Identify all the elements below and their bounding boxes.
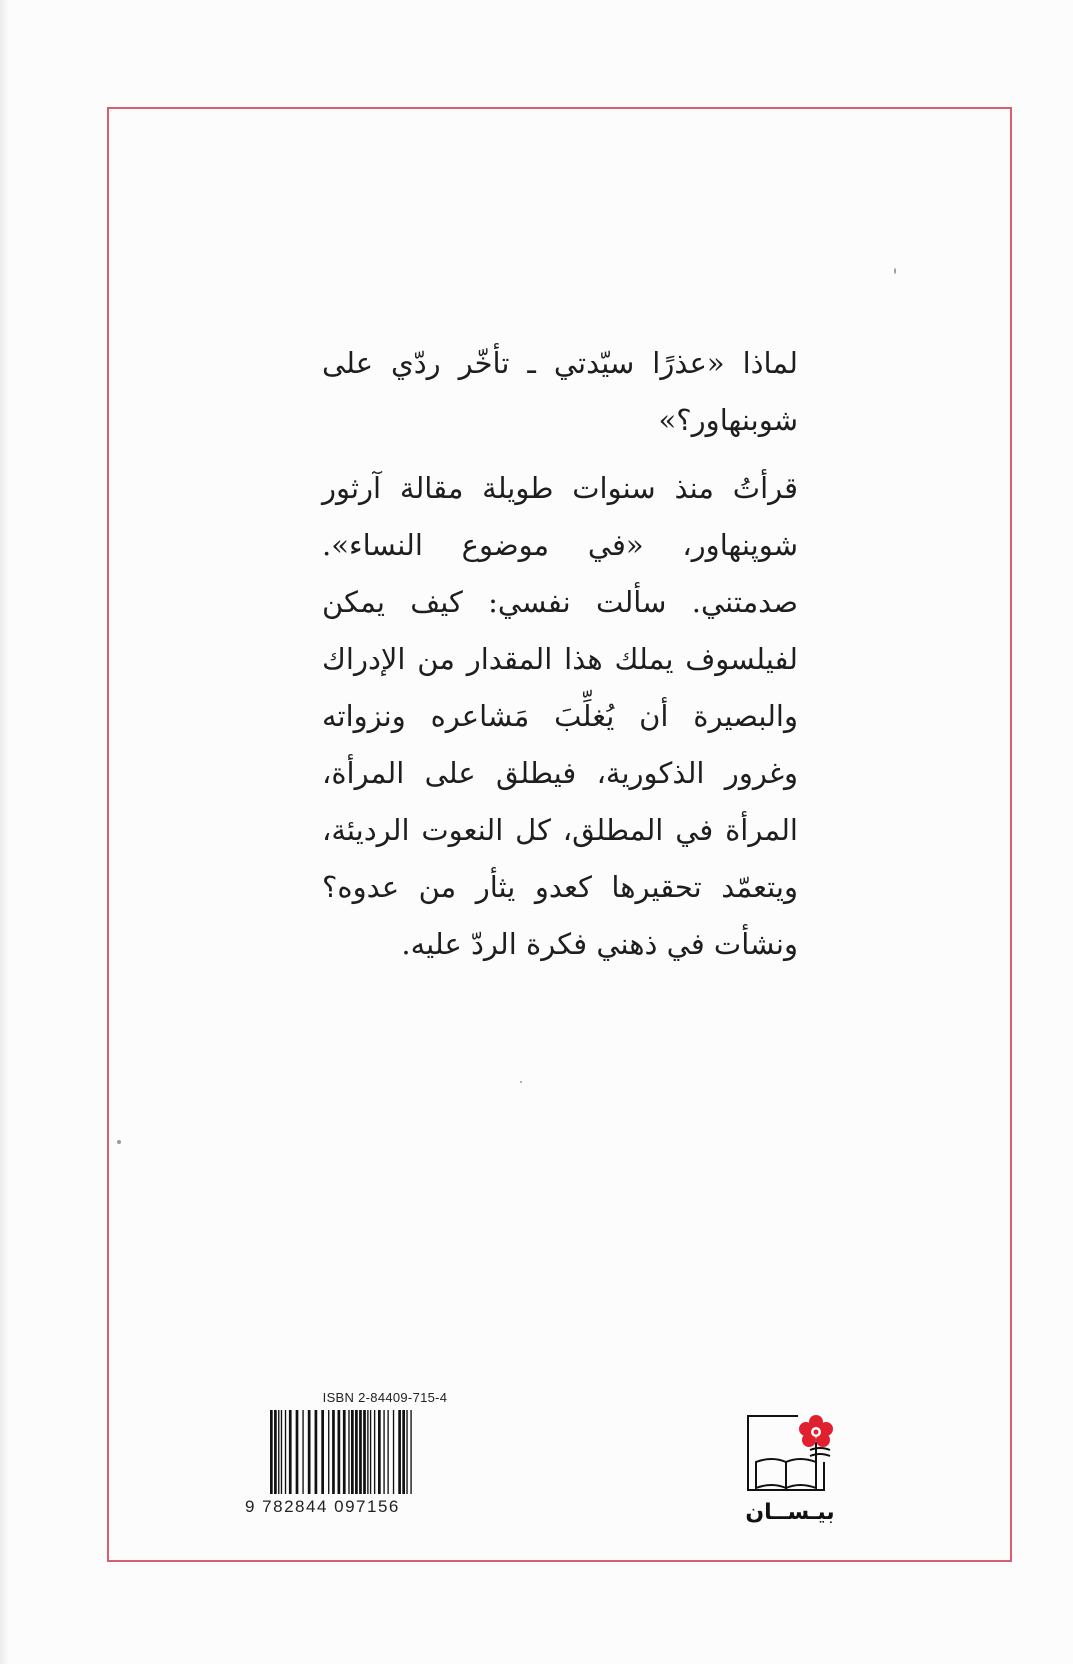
barcode-bar [338, 1410, 341, 1494]
barcode-bar [302, 1410, 303, 1494]
blurb-line-7: المرأة في المطلق، كل النعوت الرديئة، [322, 813, 798, 847]
paper-speck [520, 1081, 522, 1083]
barcode-bar [296, 1410, 299, 1494]
page-edge [0, 0, 8, 1664]
barcode-bar [343, 1410, 346, 1494]
barcode-bar [383, 1410, 384, 1494]
barcode-bar [328, 1410, 329, 1494]
barcode-bar [410, 1410, 411, 1494]
blurb-line-9: ونشأت في ذهني فكرة الردّ عليه. [401, 927, 798, 961]
barcode-bar [278, 1410, 279, 1494]
barcode-bar [370, 1410, 371, 1494]
blurb-line-6: وغرور الذكورية، فيطلق على المرأة، [322, 756, 798, 790]
barcode-bar [359, 1410, 362, 1494]
paper-speck [894, 268, 896, 274]
barcode-bar [406, 1410, 407, 1494]
isbn-label: ISBN 2-84409-715-4 [322, 1390, 448, 1405]
barcode-bar [367, 1410, 368, 1494]
barcode-bar [285, 1410, 286, 1494]
barcode-bar [308, 1410, 311, 1494]
paper-speck [117, 1140, 121, 1144]
barcode-bar [393, 1410, 394, 1494]
barcode-digits: 9 782844 097156 [245, 1497, 400, 1516]
barcode-bar [355, 1410, 358, 1494]
blurb-line-3: صدمتني. سألت نفسي: كيف يمكن [322, 585, 798, 619]
barcode-bar [270, 1410, 273, 1494]
barcode-bar [274, 1410, 277, 1494]
blurb-line-4: لفيلسوف يملك هذا المقدار من الإدراك [322, 642, 798, 676]
blurb-line-8: ويتعمّد تحقيرها كعدو يثأر من عدوه؟ [322, 870, 798, 904]
barcode-bar [374, 1410, 375, 1494]
barcode-bar [321, 1410, 324, 1494]
question-line-1: لماذا «عذرًا سيّدتي ـ تأخّر ردّي على [322, 346, 798, 380]
cover-blurb [322, 460, 798, 973]
cover-question [322, 335, 798, 449]
publisher-name: بيـســان [745, 1500, 835, 1525]
open-book-flower-logo-icon [740, 1412, 840, 1502]
barcode-bar [351, 1410, 354, 1494]
barcode-bar [398, 1410, 401, 1494]
barcode-bar [387, 1410, 388, 1494]
barcode [268, 1410, 458, 1494]
question-line-2: شوبنهاور؟» [658, 403, 798, 437]
barcode-bar [332, 1410, 335, 1494]
barcode-bar [378, 1410, 381, 1494]
barcode-bar [348, 1410, 349, 1494]
blurb-line-5: والبصيرة أن يُغلِّبَ مَشاعره ونزواته [322, 699, 798, 733]
blurb-line-1: قرأتُ منذ سنوات طويلة مقالة آرثور [322, 471, 798, 505]
barcode-bar [363, 1410, 366, 1494]
barcode-bar [315, 1410, 318, 1494]
barcode-bar [402, 1410, 405, 1494]
barcode-bar [281, 1410, 282, 1494]
blurb-line-2: شوپنهاور، «في موضوع النساء». [322, 528, 798, 562]
barcode-bar [289, 1410, 292, 1494]
